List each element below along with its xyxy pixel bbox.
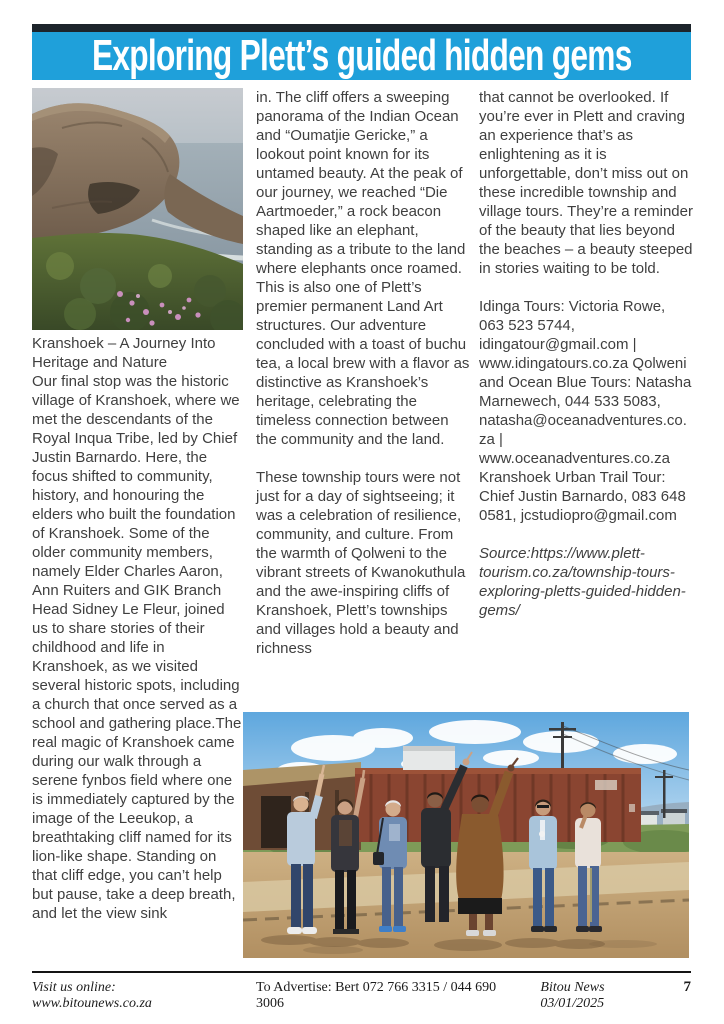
footer-advertise: To Advertise: Bert 072 766 3315 / 044 690 3006 <box>256 980 497 1011</box>
township-group-photo <box>243 712 689 958</box>
footer-rule <box>32 971 691 973</box>
article-paragraph: in. The cliff offers a sweeping panorama of the Indian Ocean and “Oumatjie Gericke,” a lookout point known for its untamed beauty. At the peak of our journey, we reached “Die Aartmoeder,” a rock beacon shaped like an elephant, standing as a tribute to the land where elephants once roamed. This is also one of Plett’s premier permanent Land Art structures. Our adventure concluded with a toast of buchu tea, a local brew with a flavor as distinctive as Kranshoek’s heritage, celebrating the timeless connection between the community and the land. <box>256 89 470 448</box>
article-column-2 <box>256 88 470 658</box>
footer-website: Visit us online: www.bitounews.co.za <box>32 980 152 1011</box>
group-photo-illustration <box>243 712 689 958</box>
article-column-3 <box>479 88 693 620</box>
footer-issue: Bitou News 03/01/2025 <box>540 980 605 1011</box>
header-banner <box>32 32 691 80</box>
banner-top-bar <box>32 24 691 32</box>
tour-contacts: Idinga Tours: Victoria Rowe, 063 523 5744, idingatour@gmail.com | www.idingatours.co.za Qolweni and Ocean Blue Tours: Natasha Marnewech, 044 533 5083, natasha@oceanadventures.co.za | www.oceanadventures.co.za Kranshoek Urban Trail Tour: Chief Justin Barnardo, 083 648 0581, jcstudiopro@gmail.com <box>479 298 692 524</box>
article-paragraph: Our final stop was the historic village of Kranshoek, where we met the descendants of the Royal Inqua Tribe, led by Chief Justin Barnardo. Here, the focus shifted to community, history, and honouring the elders who built the foundation of Kranshoek. Some of the older community members, namely Elder Charles Aaron, Ann Ruiters and GIK Branch Head Sidney Le Fleur, joined us to share stories of their childhood and life in Kranshoek, as we visited several historic spots, including a church that once served as a school and gathering place.The real magic of Kranshoek came during our walk through a serene fynbos field where one is immediately captured by the image of the Leeukop, a breathtaking cliff named for its lion-like shape. Standing on that cliff edge, you can’t help but pause, take a deep breath, and let the view sink <box>32 373 242 922</box>
article-column-1 <box>32 334 244 923</box>
article-paragraph: These township tours were not just for a day of sightseeing; it was a celebration of resilience, community, and culture. From the warmth of Qolweni to the vibrant streets of Kwanokuthula and the awe-inspiring cliffs of Kranshoek, Plett’s townships and villages hold a beauty and richness <box>256 469 466 657</box>
source-citation: Source:https://www.plett-tourism.co.za/township-tours-exploring-pletts-guided-hidden-gems/ <box>479 545 686 619</box>
footer-page-number: 7 <box>683 979 691 995</box>
cliff-photo <box>32 88 243 330</box>
page-title: Exploring Plett’s guided hidden gems <box>91 32 632 80</box>
footer <box>32 979 691 1012</box>
cliff-photo-illustration <box>32 88 243 330</box>
article-subheading: Kranshoek – A Journey Into Heritage and Nature <box>32 335 216 371</box>
article-paragraph: that cannot be overlooked. If you’re ever in Plett and craving an experience that’s as enlightening as it is unforgettable, don’t miss out on these incredible township and village tours. They’re a reminder of the beauty that lies beyond the beaches – a beauty steeped in stories waiting to be told. <box>479 89 693 277</box>
